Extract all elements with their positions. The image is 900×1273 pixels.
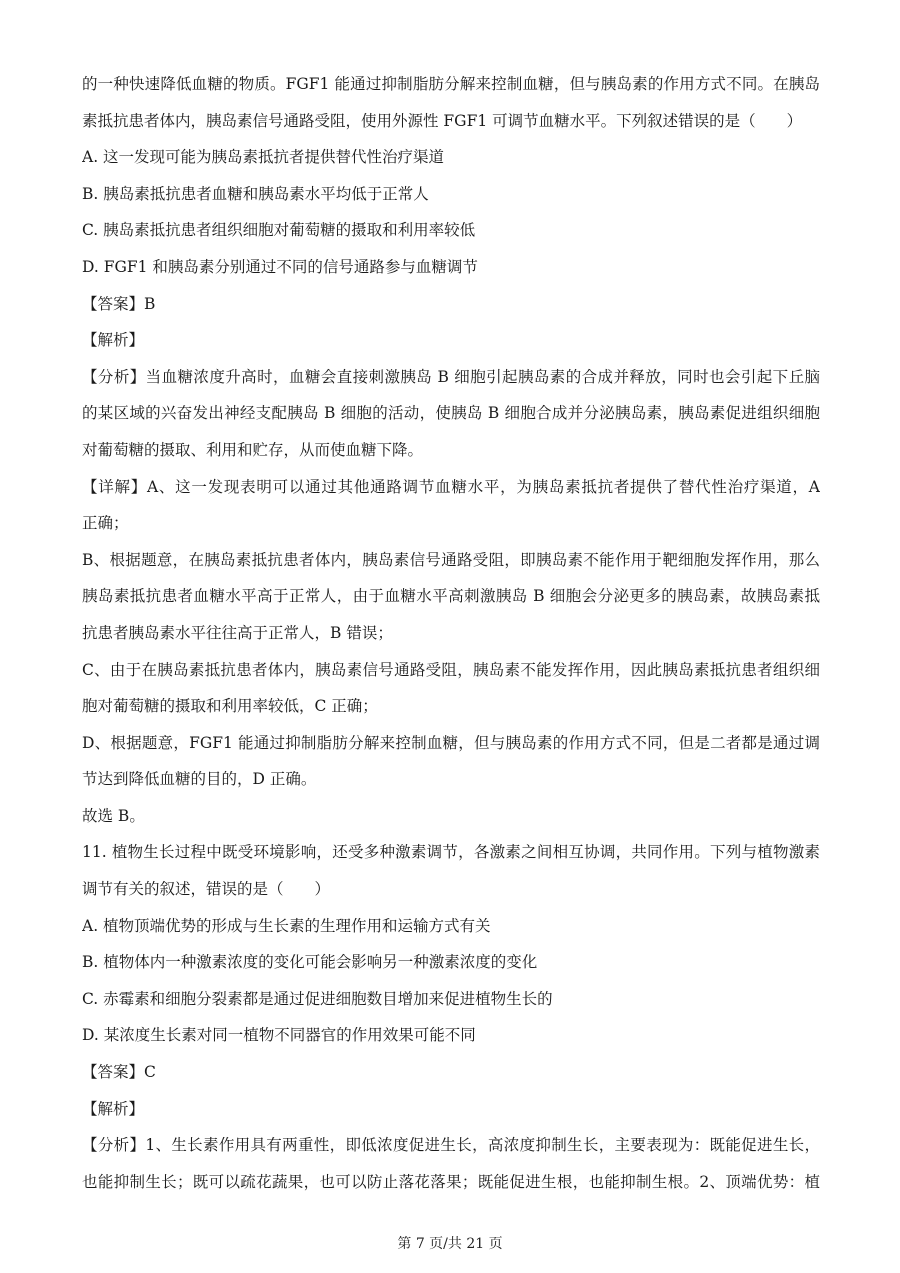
text-line: 【分析】1、生长素作用具有两重性，即低浓度促进生长，高浓度抑制生长，主要表现为：既能促进生长，	[82, 1136, 820, 1155]
text-line: 的某区域的兴奋发出神经支配胰岛 B 细胞的活动，使胰岛 B 细胞合成并分泌胰岛素，胰岛素促进组织细胞	[82, 404, 820, 423]
text-line: D. FGF1 和胰岛素分别通过不同的信号通路参与血糖调节	[82, 257, 478, 276]
text-line: B. 植物体内一种激素浓度的变化可能会影响另一种激素浓度的变化	[82, 953, 538, 972]
text-line: 【答案】B	[82, 294, 156, 313]
text-line: D、根据题意，FGF1 能通过抑制脂肪分解来控制血糖，但与胰岛素的作用方式不同，但是二者都是通过调	[82, 733, 820, 752]
page-footer: 第 7 页/共 21 页	[397, 1236, 503, 1252]
text-line: 【解析】	[82, 331, 145, 350]
text-line: 也能抑制生长；既可以疏花蔬果，也可以防止落花落果；既能促进生根，也能抑制生根。2、顶端优势：植	[82, 1172, 820, 1191]
text-line: 【分析】当血糖浓度升高时，血糖会直接刺激胰岛 B 细胞引起胰岛素的合成并释放，同时也会引起下丘脑	[82, 367, 820, 386]
text-line: C、由于在胰岛素抵抗患者体内，胰岛素信号通路受阻，胰岛素不能发挥作用，因此胰岛素抵抗患者组织细	[82, 660, 820, 679]
document-body	[82, 74, 820, 1208]
text-line: 抗患者胰岛素水平往往高于正常人，B 错误；	[82, 623, 393, 642]
text-line: 胰岛素抵抗患者血糖水平高于正常人，由于血糖水平高刺激胰岛 B 细胞会分泌更多的胰岛素，故胰岛素抵	[82, 587, 820, 606]
text-line: 节达到降低血糖的目的，D 正确。	[82, 770, 317, 789]
text-line: 【解析】	[82, 1099, 145, 1118]
text-line: B. 胰岛素抵抗患者血糖和胰岛素水平均低于正常人	[82, 184, 429, 203]
text-line: A. 植物顶端优势的形成与生长素的生理作用和运输方式有关	[82, 916, 491, 935]
text-line: B、根据题意，在胰岛素抵抗患者体内，胰岛素信号通路受阻，即胰岛素不能作用于靶细胞发挥作用，那么	[82, 550, 820, 569]
text-line: D. 某浓度生长素对同一植物不同器官的作用效果可能不同	[82, 1026, 476, 1045]
text-line: 【详解】A、这一发现表明可以通过其他通路调节血糖水平，为胰岛素抵抗者提供了替代性治疗渠道，A	[82, 477, 820, 496]
text-line: 【答案】C	[82, 1063, 156, 1082]
text-line: C. 赤霉素和细胞分裂素都是通过促进细胞数目增加来促进植物生长的	[82, 989, 553, 1008]
text-line: 的一种快速降低血糖的物质。FGF1 能通过抑制脂肪分解来控制血糖，但与胰岛素的作用方式不同。在胰岛	[82, 75, 820, 93]
text-line: C. 胰岛素抵抗患者组织细胞对葡萄糖的摄取和利用率较低	[82, 221, 476, 240]
text-line: 调节有关的叙述，错误的是（ ）	[82, 880, 331, 899]
text-line: 胞对葡萄糖的摄取和利用率较低，C 正确；	[82, 697, 378, 716]
text-line: 正确；	[82, 514, 129, 533]
text-line: 素抵抗患者体内，胰岛素信号通路受阻，使用外源性 FGF1 可调节血糖水平。下列叙述错误的是（ ）	[82, 111, 803, 130]
text-line: 11. 植物生长过程中既受环境影响，还受多种激素调节，各激素之间相互协调，共同作用。下列与植物激素	[82, 843, 820, 862]
text-line: 对葡萄糖的摄取、利用和贮存，从而使血糖下降。	[82, 440, 424, 459]
text-line: 故选 B。	[82, 806, 145, 825]
text-line: A. 这一发现可能为胰岛素抵抗者提供替代性治疗渠道	[82, 148, 445, 167]
